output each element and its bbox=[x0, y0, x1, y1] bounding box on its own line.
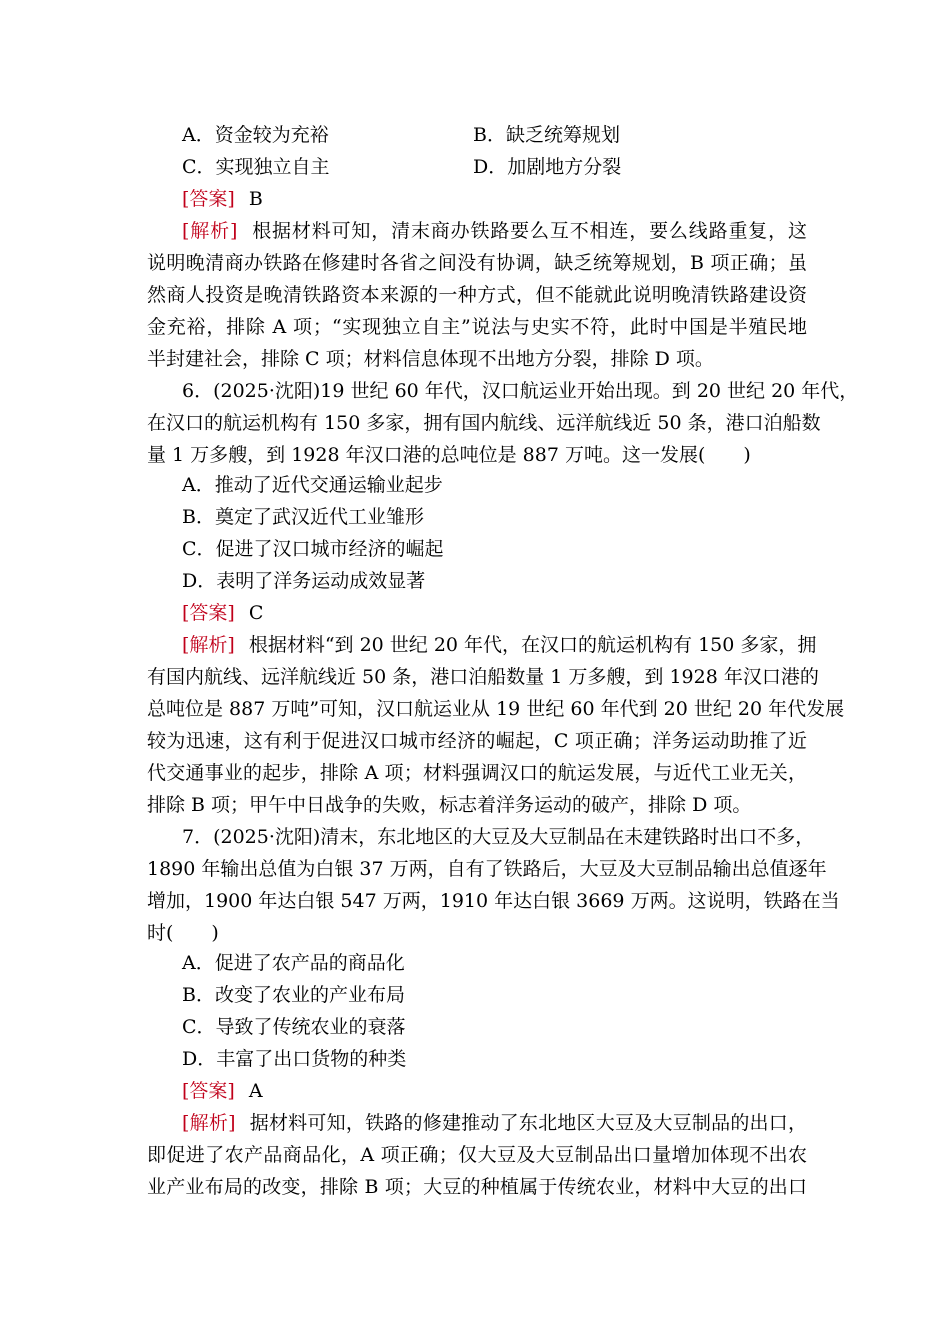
q6-option-b: B．奠定了武汉近代工业雏形 bbox=[182, 506, 424, 528]
q5-option-c: C．实现独立自主 bbox=[182, 156, 330, 178]
q7-option-a: A．促进了农产品的商品化 bbox=[182, 952, 405, 974]
q5-answer-tag: [答案] bbox=[182, 188, 235, 210]
q5-analysis-tag: [解析] bbox=[182, 220, 238, 242]
q5-options-row-2 bbox=[182, 152, 807, 182]
q7-answer-line bbox=[182, 1076, 807, 1106]
q7-stem-line-4: 时( ) bbox=[147, 922, 219, 944]
q6-analysis-line-1 bbox=[182, 630, 817, 660]
q5-option-a: A．资金较为充裕 bbox=[182, 124, 329, 146]
q7-answer-value: A bbox=[248, 1080, 263, 1102]
q7-answer-tag: [答案] bbox=[182, 1080, 235, 1102]
q5-options-row-1 bbox=[182, 120, 807, 150]
q6-stem-line-1: 6．(2025·沈阳)19 世纪 60 年代，汉口航运业开始出现。到 20 世纪 20 年代， bbox=[182, 380, 859, 402]
q6-analysis-line-5: 代交通事业的起步，排除 A 项；材料强调汉口的航运发展，与近代工业无关， bbox=[147, 762, 807, 784]
q5-analysis-line-3: 然商人投资是晚清铁路资本来源的一种方式，但不能就此说明晚清铁路建设资 bbox=[147, 284, 807, 306]
q5-analysis-line-2: 说明晚清商办铁路在修建时各省之间没有协调，缺乏统筹规划，B 项正确；虽 bbox=[147, 252, 807, 274]
q6-answer-tag: [答案] bbox=[182, 602, 235, 624]
q5-analysis-line-4: 金充裕，排除 A 项；“实现独立自主”说法与史实不符，此时中国是半殖民地 bbox=[147, 316, 807, 338]
q6-option-a: A．推动了近代交通运输业起步 bbox=[182, 474, 443, 496]
q6-analysis-line-2: 有国内航线、远洋航线近 50 条，港口泊船数量 1 万多艘，到 1928 年汉口港的 bbox=[147, 666, 819, 688]
q7-option-b: B．改变了农业的产业布局 bbox=[182, 984, 405, 1006]
q6-option-d: D．表明了洋务运动成效显著 bbox=[182, 570, 426, 592]
q5-option-d: D．加剧地方分裂 bbox=[473, 156, 622, 178]
q7-option-c: C．导致了传统农业的衰落 bbox=[182, 1016, 406, 1038]
q6-analysis-line-4: 较为迅速，这有利于促进汉口城市经济的崛起，C 项正确；洋务运动助推了近 bbox=[147, 730, 807, 752]
q5-analysis-text-1: 根据材料可知，清末商办铁路要么互不相连，要么线路重复，这 bbox=[251, 220, 807, 242]
q5-analysis-line-5: 半封建社会，排除 C 项；材料信息体现不出地方分裂，排除 D 项。 bbox=[147, 348, 714, 370]
q7-analysis-line-2: 即促进了农产品商品化，A 项正确；仅大豆及大豆制品出口量增加体现不出农 bbox=[147, 1144, 807, 1166]
q6-analysis-text-1: 根据材料“到 20 世纪 20 年代，在汉口的航运机构有 150 多家，拥 bbox=[248, 634, 817, 656]
q5-answer-value: B bbox=[248, 188, 263, 210]
q7-stem-line-1: 7．(2025·沈阳)清末，东北地区的大豆及大豆制品在未建铁路时出口不多， bbox=[182, 826, 815, 848]
q6-option-c: C．促进了汉口城市经济的崛起 bbox=[182, 538, 444, 560]
q6-answer-value: C bbox=[248, 602, 264, 624]
q7-stem-line-3: 增加，1900 年达白银 547 万两，1910 年达白银 3669 万两。这说明，铁路在当 bbox=[147, 890, 840, 912]
q5-answer-line bbox=[182, 184, 807, 214]
q6-analysis-line-6: 排除 B 项；甲午中日战争的失败，标志着洋务运动的破产，排除 D 项。 bbox=[147, 794, 752, 816]
q6-analysis-tag: [解析] bbox=[182, 634, 235, 656]
q7-analysis-line-1 bbox=[182, 1108, 807, 1138]
q7-stem-line-2: 1890 年输出总值为白银 37 万两，自有了铁路后，大豆及大豆制品输出总值逐年 bbox=[147, 858, 827, 880]
q6-stem-line-2: 在汉口的航运机构有 150 多家，拥有国内航线、远洋航线近 50 条，港口泊船数 bbox=[147, 412, 821, 434]
q5-option-b: B．缺乏统筹规划 bbox=[473, 124, 620, 146]
q6-analysis-line-3: 总吨位是 887 万吨”可知，汉口航运业从 19 世纪 60 年代到 20 世纪 20 年代发展 bbox=[147, 698, 845, 720]
q7-analysis-tag: [解析] bbox=[182, 1112, 236, 1134]
q7-analysis-text-1: 据材料可知，铁路的修建推动了东北地区大豆及大豆制品的出口， bbox=[249, 1112, 807, 1134]
q6-stem-line-3: 量 1 万多艘，到 1928 年汉口港的总吨位是 887 万吨。这一发展( ) bbox=[147, 444, 751, 466]
q5-analysis-line-1 bbox=[182, 216, 807, 246]
q6-answer-line bbox=[182, 598, 807, 628]
q7-analysis-line-3: 业产业布局的改变，排除 B 项；大豆的种植属于传统农业，材料中大豆的出口 bbox=[147, 1176, 807, 1198]
q7-option-d: D．丰富了出口货物的种类 bbox=[182, 1048, 407, 1070]
